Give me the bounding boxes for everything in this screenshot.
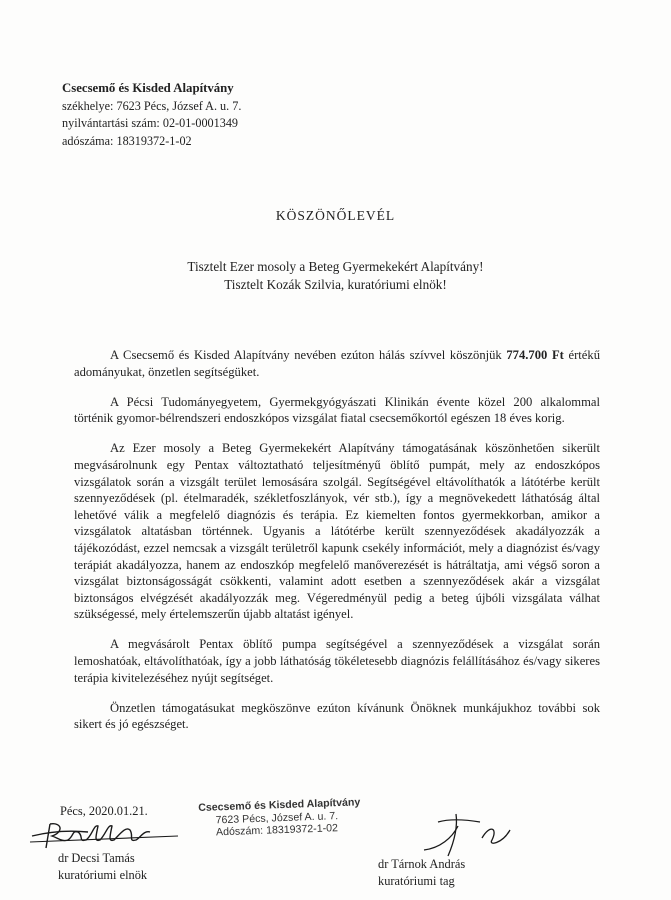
sender-registry: nyilvántartási szám: 02-01-0001349 xyxy=(62,116,239,130)
signer-left-role: kuratóriumi elnök xyxy=(58,868,148,882)
paragraph-1 xyxy=(74,347,600,380)
letter-title: KÖSZÖNŐLEVÉL xyxy=(275,208,396,223)
greeting-block xyxy=(0,258,671,294)
paragraph-4: A megvásárolt Pentax öblítő pumpa segítségével a szennyeződések a vizsgálat során lemoshatóak, eltávolíthatóak, így a jobb láthatóság tökéletesebb diagnózis felállításához és/vagy sikeres terápia kivitelezéséhez nyújt segítséget. xyxy=(74,637,600,685)
paragraph-1-end: értékű adományukat, önzetlen segítségüket. xyxy=(74,348,600,379)
sender-tax-number: adószáma: 18319372-1-02 xyxy=(62,133,192,148)
donation-amount: 774.700 Ft xyxy=(506,348,564,362)
letter-body xyxy=(74,347,600,746)
signer-right xyxy=(378,856,465,890)
paragraph-2: A Pécsi Tudományegyetem, Gyermekgyógyászati Klinikán évente közel 200 alkalommal történik gyomor-bélrendszeri endoszkópos vizsgálat fiatal csecsemőkortól egészen 18 éves korig. xyxy=(74,394,600,426)
stamp-line-3: Adószám: 18319372-1-02 xyxy=(215,822,339,839)
letter-date: Pécs, 2020.01.21. xyxy=(60,804,148,818)
signature-left-icon xyxy=(28,816,183,854)
paragraph-5: Önzetlen támogatásukat megköszönve ezúton kívánunk Önöknek munkájukhoz további sok sikert és jó egészséget. xyxy=(74,700,600,732)
organization-stamp xyxy=(198,796,361,839)
signature-right-icon xyxy=(418,808,528,860)
greeting-line-1: Tisztelt Ezer mosoly a Beteg Gyermekekért Alapítvány! xyxy=(187,259,484,274)
paragraph-1-start: A Csecsemő és Kisded Alapítvány nevében ezúton hálás szívvel köszönjük xyxy=(110,348,507,362)
stamp-line-2: 7623 Pécs, József A. u. 7. xyxy=(215,809,339,826)
stamp-line-1: Csecsemő és Kisded Alapítvány xyxy=(198,796,361,814)
greeting-line-2: Tisztelt Kozák Szilvia, kuratóriumi elnök! xyxy=(224,277,447,292)
signer-right-name: dr Tárnok András xyxy=(378,857,466,871)
signer-left-name: dr Decsi Tamás xyxy=(58,851,135,865)
signer-left xyxy=(58,850,147,884)
paragraph-3: Az Ezer mosoly a Beteg Gyermekekért Alapítvány támogatásának köszönhetően sikerült megvásárolnunk egy Pentax változtatható teljesítményű öblítő pumpát, mely az endoszkópos vizsgálatok során a vizsgált terület lemosására szolgál. Segítségével eltávolíthatók a látótérbe került szennyeződések (pl. ételmaradék, székletfoszlányok, vér stb.), így a megnövekedett láthatóság által lehetővé válik a megfelelő diagnózis és terápia. Ez kiemelten fontos gyermekkorban, amikor a vizsgálatok altatásban történnek. Ugyanis a látótérbe került szennyeződések akadályozzák a tájékozódást, ezzel nemcsak a vizsgált területről kapunk csekély információt, mely a diagnózist és/vagy terápiát akadályozza, hanem az endoszkóp megfelelő manőverezését is hátráltatja, ami végső soron a vizsgálat biztonságosságát csökkenti, valamint adott esetben a szennyeződések akár a vizsgálat biztonságos elvégzését akadályozzák meg. Végeredményül pedig a beteg újbóli vizsgálata válhat szükségessé, mely értelemszerűn újabb altatást igényel. xyxy=(74,441,600,622)
sender-block xyxy=(62,80,241,150)
sender-seat: székhelye: 7623 Pécs, József A. u. 7. xyxy=(62,98,242,113)
sender-name: Csecsemő és Kisded Alapítvány xyxy=(62,81,234,95)
signer-right-role: kuratóriumi tag xyxy=(378,874,455,888)
